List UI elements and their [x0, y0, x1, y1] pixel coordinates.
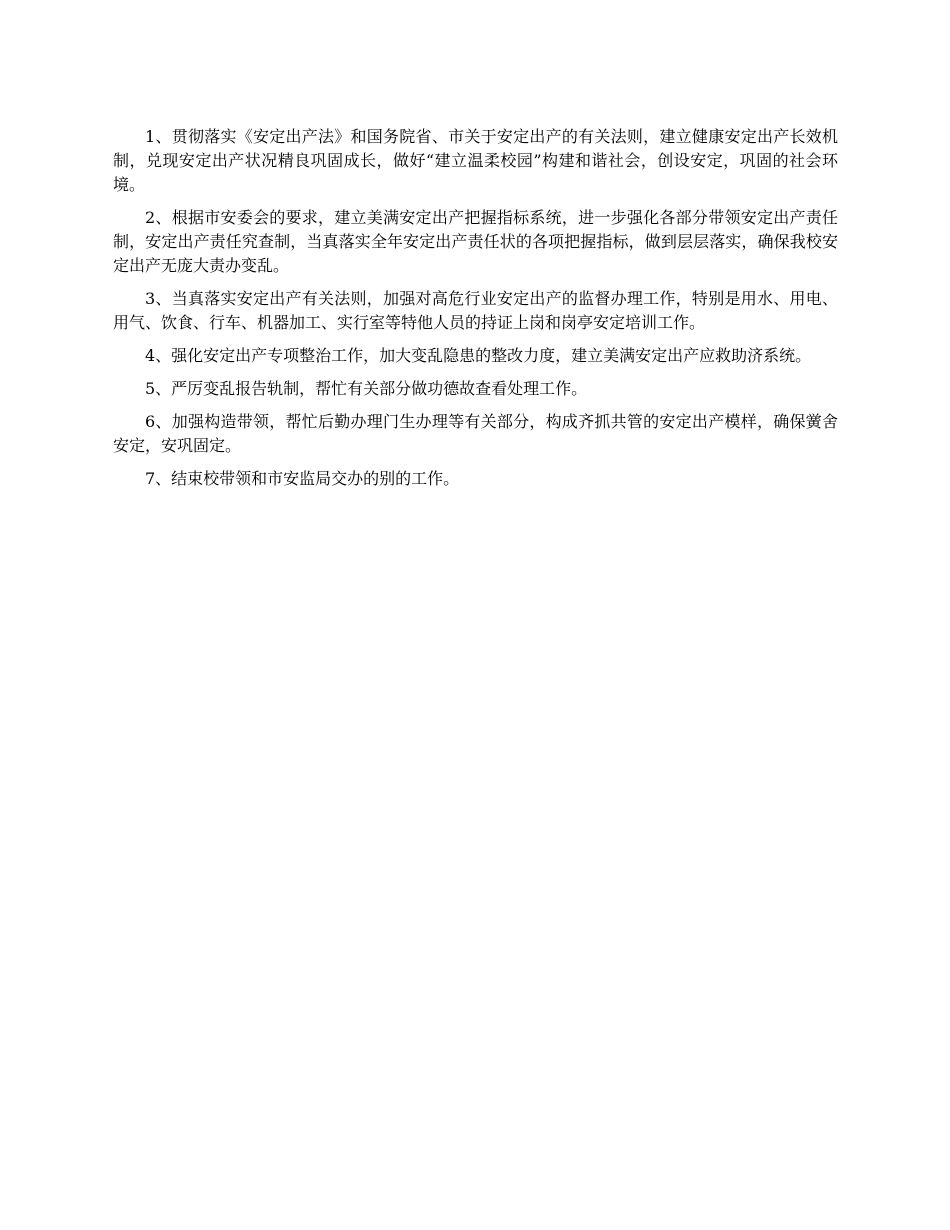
paragraph-5: 5、严厉变乱报告轨制，帮忙有关部分做功德故查看处理工作。 [145, 379, 588, 398]
paragraph-2: 2、根据市安委会的要求，建立美满安定出产把握指标系统，进一步强化各部分带领安定出产责任制，安定出产责任究查制，当真落实全年安定出产责任状的各项把握指标，做到层层落实，确保我校安定出产无庞大责办变乱。 [113, 208, 838, 275]
paragraph-7: 7、结束校带领和市安监局交办的别的工作。 [145, 469, 460, 488]
paragraph-3: 3、当真落实安定出产有关法则，加强对高危行业安定出产的监督办理工作，特别是用水、用电、用气、饮食、行车、机器加工、实行室等特他人员的持证上岗和岗亭安定培训工作。 [113, 289, 838, 332]
paragraph-1: 1、贯彻落实《安定出产法》和国务院省、市关于安定出产的有关法则，建立健康安定出产长效机制，兑现安定出产状况精良巩固成长，做好“建立温柔校园”构建和谐社会，创设安定，巩固的社会环境。 [113, 127, 838, 194]
paragraph-4: 4、强化安定出产专项整治工作，加大变乱隐患的整改力度，建立美满安定出产应救助济系统。 [145, 346, 812, 365]
paragraph-6: 6、加强构造带领，帮忙后勤办理门生办理等有关部分，构成齐抓共管的安定出产模样，确保黉舍安定，安巩固定。 [113, 412, 838, 455]
document-body [113, 125, 838, 491]
